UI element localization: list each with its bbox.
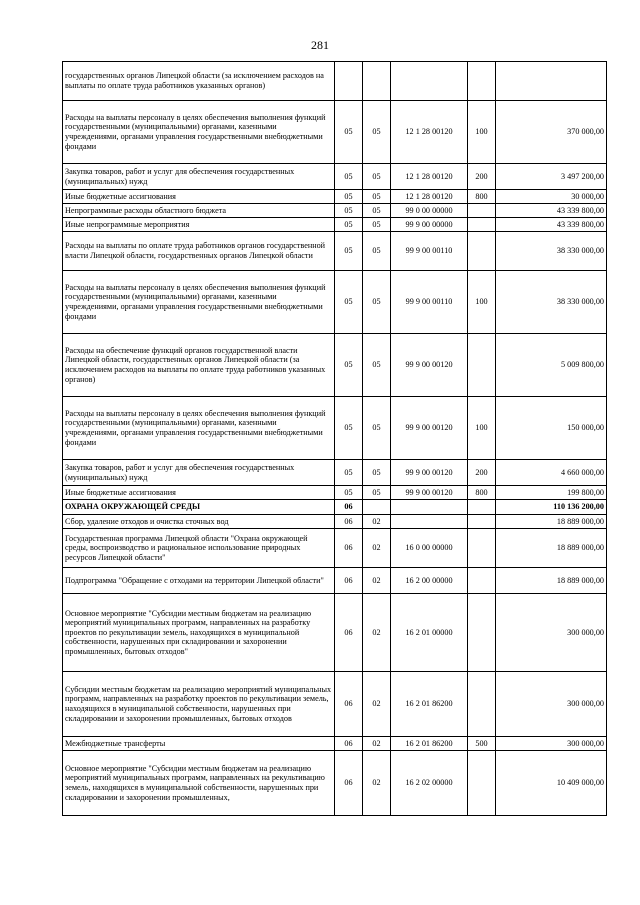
row-name-cell: Межбюджетные трансферты bbox=[63, 737, 335, 751]
row-amount-cell: 18 889 000,00 bbox=[496, 529, 607, 568]
row-expense-type-cell: 800 bbox=[468, 190, 496, 204]
table-row bbox=[63, 737, 607, 751]
row-subsection-cell: 02 bbox=[363, 568, 391, 594]
row-expense-type-cell: 800 bbox=[468, 486, 496, 500]
row-name-cell: ОХРАНА ОКРУЖАЮЩЕЙ СРЕДЫ bbox=[63, 500, 335, 515]
row-amount-cell: 110 136 200,00 bbox=[496, 500, 607, 515]
row-amount-cell: 150 000,00 bbox=[496, 397, 607, 460]
row-target-article-cell bbox=[391, 500, 468, 515]
table-row bbox=[63, 190, 607, 204]
row-subsection-cell: 05 bbox=[363, 334, 391, 397]
row-target-article-cell: 16 2 01 86200 bbox=[391, 672, 468, 737]
row-subsection-cell: 02 bbox=[363, 529, 391, 568]
row-section-cell: 05 bbox=[335, 232, 363, 271]
row-expense-type-cell bbox=[468, 568, 496, 594]
row-expense-type-cell bbox=[468, 218, 496, 232]
row-section-cell: 06 bbox=[335, 500, 363, 515]
row-name-cell: государственных органов Липецкой области (за исключением расходов на выплаты по оплате труда работников указанных органов) bbox=[63, 62, 335, 101]
row-section-cell: 05 bbox=[335, 164, 363, 190]
row-name-cell: Расходы на выплаты персоналу в целях обеспечения выполнения функций государственными (муниципальными) органами, казенными учреждениями, органами управления государственными внебюджетными фондами bbox=[63, 271, 335, 334]
row-section-cell: 06 bbox=[335, 515, 363, 529]
row-expense-type-cell: 200 bbox=[468, 460, 496, 486]
row-target-article-cell: 12 1 28 00120 bbox=[391, 101, 468, 164]
row-name-cell: Расходы на выплаты по оплате труда работников органов государственной власти Липецкой области, государственных органов Липецкой области bbox=[63, 232, 335, 271]
row-amount-cell: 370 000,00 bbox=[496, 101, 607, 164]
row-name-cell: Подпрограмма "Обращение с отходами на территории Липецкой области" bbox=[63, 568, 335, 594]
page-number: 281 bbox=[311, 38, 329, 52]
row-section-cell: 06 bbox=[335, 737, 363, 751]
row-name-cell: Непрограммные расходы областного бюджета bbox=[63, 204, 335, 218]
row-amount-cell: 5 009 800,00 bbox=[496, 334, 607, 397]
row-subsection-cell: 05 bbox=[363, 460, 391, 486]
row-expense-type-cell: 100 bbox=[468, 397, 496, 460]
row-name-cell: Иные бюджетные ассигнования bbox=[63, 190, 335, 204]
row-target-article-cell: 99 9 00 00120 bbox=[391, 397, 468, 460]
table-row bbox=[63, 164, 607, 190]
row-subsection-cell: 05 bbox=[363, 204, 391, 218]
table-row bbox=[63, 672, 607, 737]
row-amount-cell: 199 800,00 bbox=[496, 486, 607, 500]
row-target-article-cell: 99 9 00 00120 bbox=[391, 486, 468, 500]
row-section-cell: 05 bbox=[335, 271, 363, 334]
row-section-cell: 05 bbox=[335, 460, 363, 486]
row-expense-type-cell bbox=[468, 334, 496, 397]
row-section-cell bbox=[335, 62, 363, 101]
row-expense-type-cell bbox=[468, 500, 496, 515]
row-section-cell: 06 bbox=[335, 751, 363, 816]
row-amount-cell: 43 339 800,00 bbox=[496, 218, 607, 232]
row-expense-type-cell bbox=[468, 672, 496, 737]
row-amount-cell: 38 330 000,00 bbox=[496, 232, 607, 271]
row-section-cell: 06 bbox=[335, 568, 363, 594]
budget-table bbox=[62, 61, 607, 816]
row-expense-type-cell bbox=[468, 204, 496, 218]
budget-table-body bbox=[63, 62, 607, 816]
row-expense-type-cell: 100 bbox=[468, 271, 496, 334]
row-subsection-cell: 02 bbox=[363, 594, 391, 672]
row-subsection-cell: 05 bbox=[363, 101, 391, 164]
row-amount-cell bbox=[496, 62, 607, 101]
row-expense-type-cell bbox=[468, 62, 496, 101]
row-name-cell: Расходы на выплаты персоналу в целях обеспечения выполнения функций государственными (муниципальными) органами, казенными учреждениями, органами управления государственными внебюджетными фондами bbox=[63, 101, 335, 164]
table-row bbox=[63, 232, 607, 271]
row-expense-type-cell bbox=[468, 751, 496, 816]
row-subsection-cell: 05 bbox=[363, 164, 391, 190]
row-section-cell: 05 bbox=[335, 204, 363, 218]
row-name-cell: Расходы на обеспечение функций органов государственной власти Липецкой области, государственных органов Липецкой области (за исключением расходов на выплаты по оплате труда работников указанных органов) bbox=[63, 334, 335, 397]
row-target-article-cell: 99 9 00 00110 bbox=[391, 232, 468, 271]
row-expense-type-cell: 500 bbox=[468, 737, 496, 751]
row-target-article-cell: 16 2 00 00000 bbox=[391, 568, 468, 594]
row-section-cell: 05 bbox=[335, 218, 363, 232]
table-row bbox=[63, 751, 607, 816]
row-amount-cell: 4 660 000,00 bbox=[496, 460, 607, 486]
table-row bbox=[63, 460, 607, 486]
row-subsection-cell bbox=[363, 500, 391, 515]
table-row bbox=[63, 334, 607, 397]
row-section-cell: 06 bbox=[335, 672, 363, 737]
table-row bbox=[63, 594, 607, 672]
table-row bbox=[63, 62, 607, 101]
row-section-cell: 05 bbox=[335, 334, 363, 397]
row-subsection-cell: 05 bbox=[363, 218, 391, 232]
table-row bbox=[63, 101, 607, 164]
row-amount-cell: 300 000,00 bbox=[496, 737, 607, 751]
row-amount-cell: 18 889 000,00 bbox=[496, 515, 607, 529]
row-amount-cell: 43 339 800,00 bbox=[496, 204, 607, 218]
row-subsection-cell bbox=[363, 62, 391, 101]
row-target-article-cell: 12 1 28 00120 bbox=[391, 190, 468, 204]
table-row bbox=[63, 397, 607, 460]
row-target-article-cell: 99 9 00 00110 bbox=[391, 271, 468, 334]
row-target-article-cell bbox=[391, 62, 468, 101]
table-row bbox=[63, 204, 607, 218]
row-name-cell: Закупка товаров, работ и услуг для обеспечения государственных (муниципальных) нужд bbox=[63, 164, 335, 190]
row-subsection-cell: 02 bbox=[363, 515, 391, 529]
row-section-cell: 05 bbox=[335, 397, 363, 460]
table-row bbox=[63, 218, 607, 232]
row-target-article-cell: 12 1 28 00120 bbox=[391, 164, 468, 190]
row-target-article-cell: 99 0 00 00000 bbox=[391, 204, 468, 218]
row-target-article-cell: 99 9 00 00000 bbox=[391, 218, 468, 232]
row-subsection-cell: 05 bbox=[363, 397, 391, 460]
row-target-article-cell: 99 9 00 00120 bbox=[391, 334, 468, 397]
row-subsection-cell: 05 bbox=[363, 271, 391, 334]
row-expense-type-cell bbox=[468, 594, 496, 672]
row-subsection-cell: 05 bbox=[363, 190, 391, 204]
row-target-article-cell: 16 2 01 86200 bbox=[391, 737, 468, 751]
row-subsection-cell: 02 bbox=[363, 672, 391, 737]
row-expense-type-cell: 200 bbox=[468, 164, 496, 190]
row-section-cell: 06 bbox=[335, 529, 363, 568]
table-row bbox=[63, 515, 607, 529]
row-name-cell: Расходы на выплаты персоналу в целях обеспечения выполнения функций государственными (муниципальными) органами, казенными учреждениями, органами управления государственными внебюджетными фондами bbox=[63, 397, 335, 460]
row-name-cell: Основное мероприятие "Субсидии местным бюджетам на реализацию мероприятий муниципальных программ, направленных на рекультивацию земель, находящихся в муниципальной собственности, нарушенных при складировании и захоронении промышленных, bbox=[63, 751, 335, 816]
table-row bbox=[63, 486, 607, 500]
row-expense-type-cell bbox=[468, 515, 496, 529]
row-name-cell: Сбор, удаление отходов и очистка сточных вод bbox=[63, 515, 335, 529]
row-amount-cell: 30 000,00 bbox=[496, 190, 607, 204]
row-subsection-cell: 02 bbox=[363, 737, 391, 751]
row-amount-cell: 300 000,00 bbox=[496, 594, 607, 672]
row-amount-cell: 38 330 000,00 bbox=[496, 271, 607, 334]
row-subsection-cell: 02 bbox=[363, 751, 391, 816]
table-row bbox=[63, 271, 607, 334]
row-target-article-cell: 99 9 00 00120 bbox=[391, 460, 468, 486]
row-target-article-cell bbox=[391, 515, 468, 529]
row-subsection-cell: 05 bbox=[363, 232, 391, 271]
row-subsection-cell: 05 bbox=[363, 486, 391, 500]
row-amount-cell: 18 889 000,00 bbox=[496, 568, 607, 594]
row-expense-type-cell bbox=[468, 529, 496, 568]
row-expense-type-cell bbox=[468, 232, 496, 271]
row-section-cell: 05 bbox=[335, 486, 363, 500]
table-row bbox=[63, 500, 607, 515]
row-amount-cell: 10 409 000,00 bbox=[496, 751, 607, 816]
row-section-cell: 05 bbox=[335, 190, 363, 204]
row-name-cell: Субсидии местным бюджетам на реализацию мероприятий муниципальных программ, направленных на разработку проектов по рекультивации земель, находящихся в муниципальной собственности, нарушенных при складировании и захоронении промышленных, бытовых отходов bbox=[63, 672, 335, 737]
row-section-cell: 06 bbox=[335, 594, 363, 672]
row-target-article-cell: 16 0 00 00000 bbox=[391, 529, 468, 568]
row-target-article-cell: 16 2 02 00000 bbox=[391, 751, 468, 816]
row-name-cell: Государственная программа Липецкой области "Охрана окружающей среды, воспроизводство и рациональное использование природных ресурсов Липецкой области" bbox=[63, 529, 335, 568]
row-amount-cell: 300 000,00 bbox=[496, 672, 607, 737]
row-amount-cell: 3 497 200,00 bbox=[496, 164, 607, 190]
row-name-cell: Основное мероприятие "Субсидии местным бюджетам на реализацию мероприятий муниципальных программ, направленных на разработку проектов по рекультивации земель, находящихся в муниципальной собственности, нарушенных при складировании и захоронении промышленных, бытовых отходов" bbox=[63, 594, 335, 672]
table-row bbox=[63, 529, 607, 568]
row-section-cell: 05 bbox=[335, 101, 363, 164]
row-name-cell: Иные непрограммные мероприятия bbox=[63, 218, 335, 232]
row-expense-type-cell: 100 bbox=[468, 101, 496, 164]
row-target-article-cell: 16 2 01 00000 bbox=[391, 594, 468, 672]
table-row bbox=[63, 568, 607, 594]
row-name-cell: Закупка товаров, работ и услуг для обеспечения государственных (муниципальных) нужд bbox=[63, 460, 335, 486]
row-name-cell: Иные бюджетные ассигнования bbox=[63, 486, 335, 500]
